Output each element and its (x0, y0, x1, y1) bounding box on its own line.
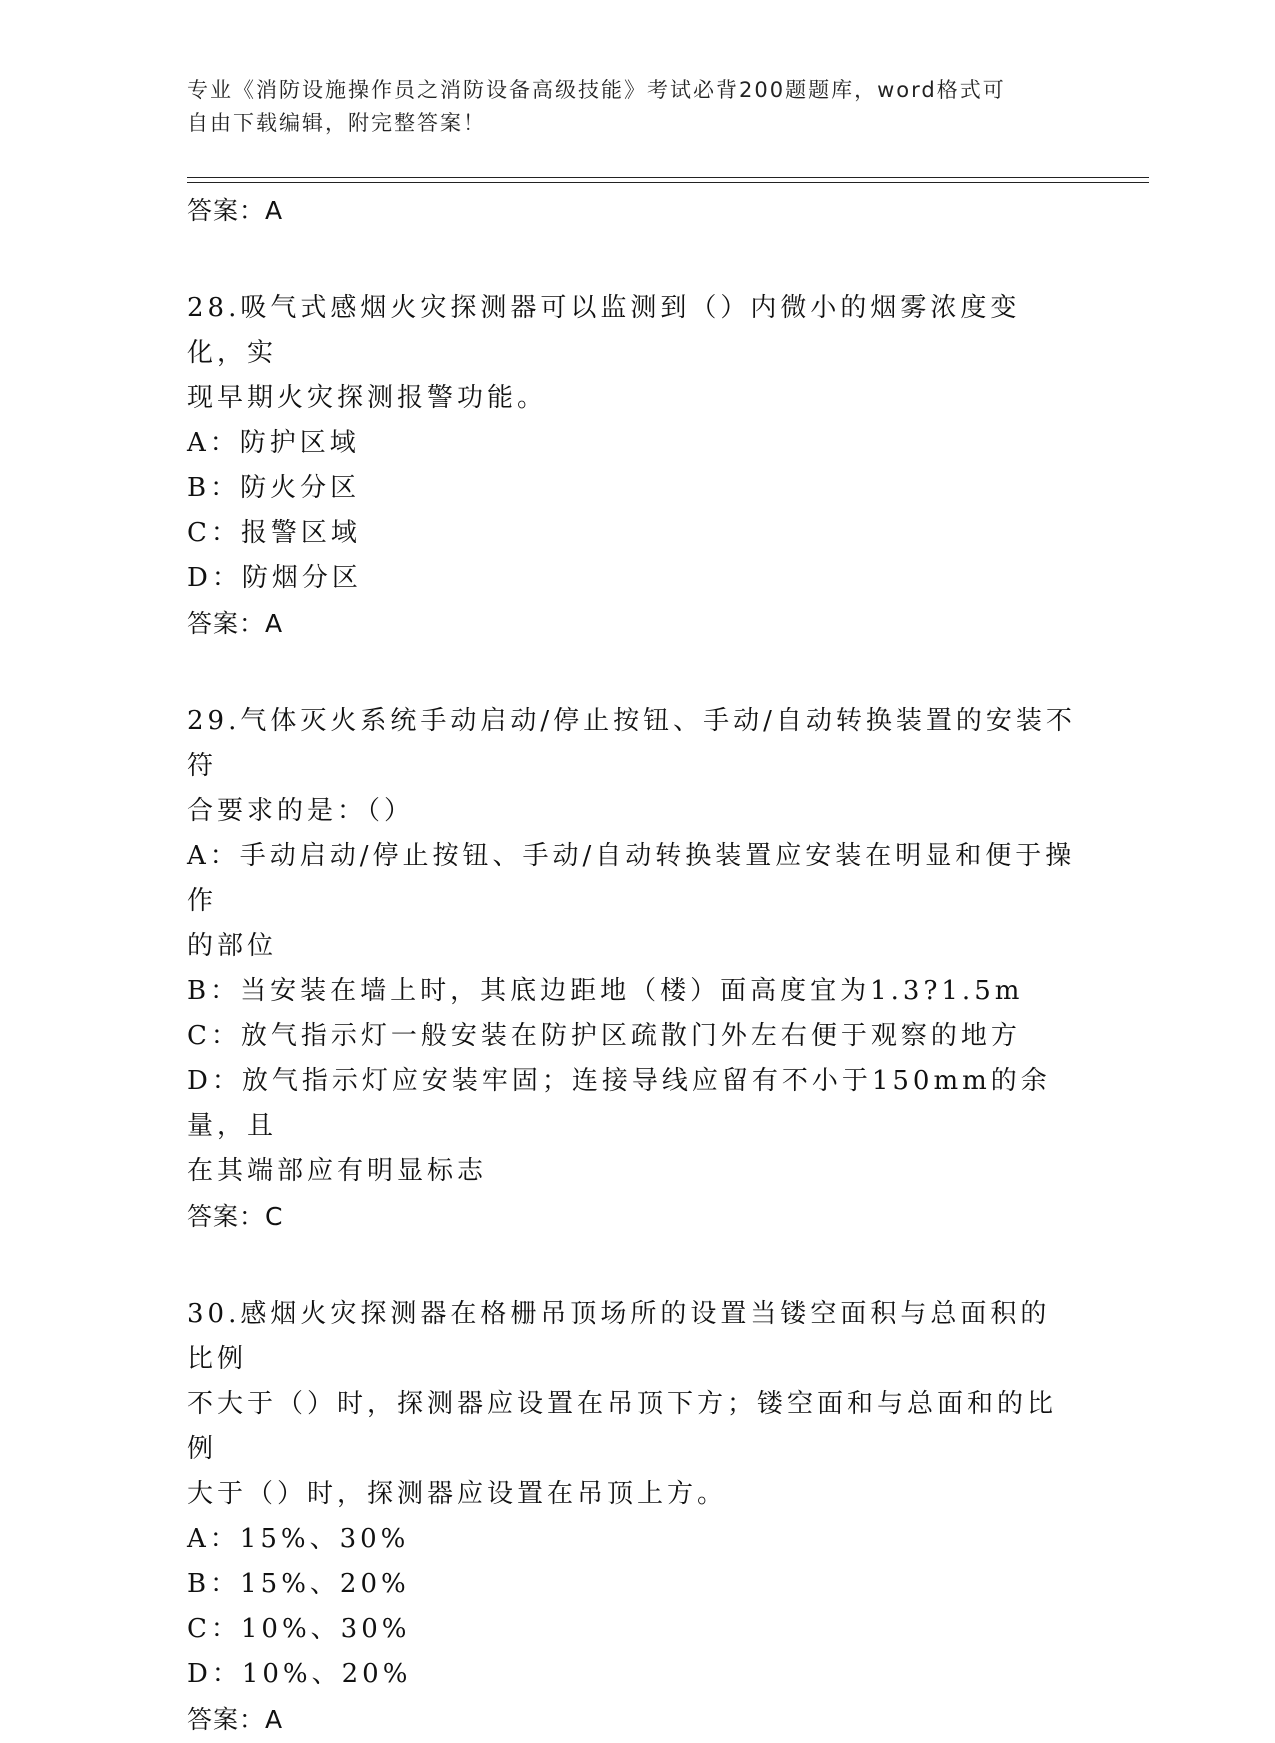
option-d-continued: 在其端部应有明显标志 (187, 1156, 488, 1186)
header-divider-top (187, 177, 1149, 178)
question-28 (187, 286, 1077, 647)
header-line-1: 专业《消防设施操作员之消防设备高级技能》考试必背200题题库，word格式可 (187, 78, 1006, 102)
option-c: C：报警区域 (187, 518, 361, 548)
question-30 (187, 1292, 1077, 1743)
option-c: C：10%、30% (187, 1614, 411, 1644)
option-a-continued: 的部位 (187, 931, 278, 961)
option-d: D：10%、20% (187, 1659, 412, 1689)
document-body (187, 188, 1077, 1743)
option-a: A：15%、30% (187, 1524, 410, 1554)
document-header (187, 74, 1067, 140)
option-b: B：当安装在墙上时，其底边距地（楼）面高度宜为1.3?1.5m (187, 976, 1024, 1006)
question-stem-line: 30.感烟火灾探测器在格栅吊顶场所的设置当镂空面积与总面积的比例 (187, 1299, 1051, 1374)
option-b: B：15%、20% (187, 1569, 410, 1599)
question-stem-line: 不大于（）时，探测器应设置在吊顶下方；镂空面和与总面和的比例 (187, 1389, 1058, 1464)
question-stem-line: 29.气体灭火系统手动启动/停止按钮、手动/自动转换装置的安装不符 (187, 706, 1076, 781)
question-stem-line: 大于（）时，探测器应设置在吊顶上方。 (187, 1479, 728, 1509)
answer-line: 答案：A (187, 609, 284, 638)
header-line-2: 自由下载编辑，附完整答案！ (187, 111, 486, 135)
option-b: B：防火分区 (187, 473, 361, 503)
question-stem-line: 合要求的是：（） (187, 796, 415, 826)
answer-line: 答案：C (187, 1202, 284, 1231)
option-a: A：手动启动/停止按钮、手动/自动转换装置应安装在明显和便于操作 (187, 841, 1076, 916)
header-divider-bottom (187, 182, 1149, 183)
question-stem-line: 28.吸气式感烟火灾探测器可以监测到（）内微小的烟雾浓度变化，实 (187, 293, 1021, 368)
option-d: D：防烟分区 (187, 563, 362, 593)
previous-answer: 答案：A (187, 196, 284, 225)
question-stem-line: 现早期火灾探测报警功能。 (187, 383, 548, 413)
answer-line: 答案：A (187, 1705, 284, 1734)
option-c: C：放气指示灯一般安装在防护区疏散门外左右便于观察的地方 (187, 1021, 1021, 1051)
option-d: D：放气指示灯应安装牢固；连接导线应留有不小于150mm的余量，且 (187, 1066, 1051, 1141)
option-a: A：防护区域 (187, 428, 360, 458)
question-29 (187, 699, 1077, 1240)
